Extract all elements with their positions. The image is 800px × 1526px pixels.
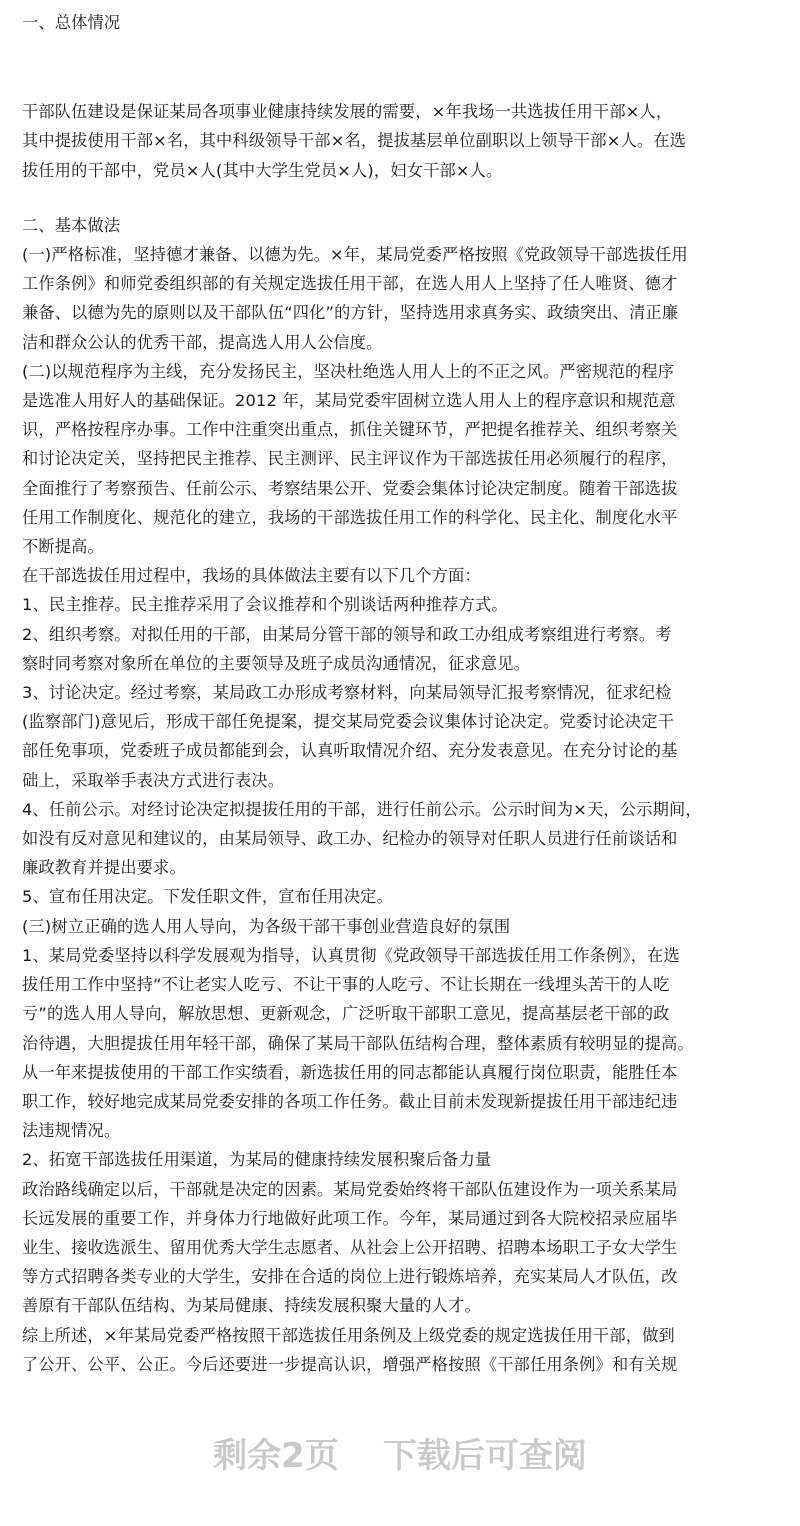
text-line: 廉政教育并提出要求。 [22,858,186,878]
text-line: 从一年来提拔使用的干部工作实绩看，新选拔任用的同志都能认真履行岗位职责，能胜任本 [22,1062,678,1082]
practices-body [22,240,782,1379]
text-line: (一)严格标准，坚持德才兼备、以德为先。×年，某局党委严格按照《党政领导干部选拔任用 [22,245,688,265]
text-line: 和讨论决定关，坚持把民主推荐、民主测评、民主评议作为干部选拔任用必须履行的程序， [22,449,678,469]
remaining-pages-label: 剩余2页 [213,1435,339,1476]
text-line: 治待遇，大胆提拔任用年轻干部，确保了某局干部队伍结构合理，整体素质有较明显的提高。 [22,1033,694,1053]
section-heading-practices: 二、基本做法 [22,215,121,235]
text-line: 拔任用工作中坚持“不让老实人吃亏、不让干事的人吃亏、不让长期在一线埋头苦干的人吃 [22,975,670,995]
text-line: 是选准人用好人的基础保证。2012 年，某局党委牢固树立选人用人上的程序意识和规范意 [22,391,676,411]
text-line: 1、民主推荐。民主推荐采用了会议推荐和个别谈话两种推荐方式。 [22,595,508,615]
text-line: 2、拓宽干部选拔任用渠道，为某局的健康持续发展积聚后备力量 [22,1150,492,1170]
text-line: 业生、接收选派生、留用优秀大学生志愿者、从社会上公开招聘、招聘本场职工子女大学生 [22,1237,678,1257]
text-line: 不断提高。 [22,537,104,557]
text-line: 5、宣布任用决定。下发任职文件，宣布任用决定。 [22,887,394,907]
text-line: 任用工作制度化、规范化的建立，我场的干部选拔任用工作的科学化、民主化、制度化水平 [22,507,678,527]
overview-paragraph [22,97,782,185]
text-line: 等方式招聘各类专业的大学生，安排在合适的岗位上进行锻炼培养，充实某局人才队伍，改 [22,1267,678,1287]
text-line: 4、任前公示。对经讨论决定拟提拔任用的干部，进行任前公示。公示时间为×天，公示期间， [22,799,702,819]
text-line: 政治路线确定以后，干部就是决定的因素。某局党委始终将干部队伍建设作为一项关系某局 [22,1179,678,1199]
text-line: (二)以规范程序为主线，充分发扬民主，坚决杜绝选人用人上的不正之风。严密规范的程序 [22,361,675,381]
text-line: 识，严格按程序办事。工作中注重突出重点，抓住关键环节，严把提名推荐关、组织考察关 [22,420,678,440]
spacer [22,185,782,211]
text-line: (三)树立正确的选人用人导向，为各级干部干事创业营造良好的氛围 [22,916,511,936]
text-line: 如没有反对意见和建议的，由某局领导、政工办、纪检办的领导对任职人员进行任前谈话和 [22,829,678,849]
text-line: 兼备、以德为先的原则以及干部队伍“四化”的方针，坚持选用求真务实、政绩突出、清正廉 [22,303,679,323]
text-line: 部任免事项，党委班子成员都能到会，认真听取情况介绍、充分发表意见。在充分讨论的基 [22,741,678,761]
text-line: 在干部选拔任用过程中，我场的具体做法主要有以下几个方面： [22,566,481,586]
text-line: 1、某局党委坚持以科学发展观为指导，认真贯彻《党政领导干部选拔任用工作条例》，在选 [22,945,680,965]
text-line: 其中提拔使用干部×名，其中科级领导干部×名，提拔基层单位副职以上领导干部×人。在选 [22,131,687,151]
document-body [22,8,782,1379]
text-line: 察时同考察对象所在单位的主要领导及班子成员沟通情况，征求意见。 [22,653,531,673]
text-line: 善原有干部队伍结构、为某局健康、持续发展积聚大量的人才。 [22,1296,481,1316]
download-banner[interactable] [0,1422,800,1482]
download-prompt-label: 下载后可查阅 [382,1435,587,1476]
text-line: 全面推行了考察预告、任前公示、考察结果公开、党委会集体讨论决定制度。随着干部选拔 [22,478,678,498]
text-line: 2、组织考察。对拟任用的干部，由某局分管干部的领导和政工办组成考察组进行考察。考 [22,624,672,644]
text-line: 法违规情况。 [22,1121,121,1141]
text-line: 洁和群众公认的优秀干部，提高选人用人公信度。 [22,332,383,352]
spacer [22,37,782,97]
text-line: 了公开、公平、公正。今后还要进一步提高认识，增强严格按照《干部任用条例》和有关规 [22,1354,678,1374]
text-line: 职工作，较好地完成某局党委安排的各项工作任务。截止目前未发现新提拔任用干部违纪违 [22,1091,678,1111]
text-line: 亏”的选人用人导向，解放思想、更新观念，广泛听取干部职工意见，提高基层老干部的政 [22,1004,670,1024]
text-line: 拔任用的干部中，党员×人(其中大学生党员×人)，妇女干部×人。 [22,160,503,180]
text-line: 干部队伍建设是保证某局各项事业健康持续发展的需要，×年我场一共选拔任用干部×人， [22,102,673,122]
text-line: 3、讨论决定。经过考察，某局政工办形成考察材料，向某局领导汇报考察情况，征求纪检 [22,683,672,703]
text-line: 础上，采取举手表决方式进行表决。 [22,770,285,790]
text-line: 综上所述，×年某局党委严格按照干部选拔任用条例及上级党委的规定选拔任用干部，做到 [22,1325,675,1345]
text-line: 工作条例》和师党委组织部的有关规定选拔任用干部，在选人用人上坚持了任人唯贤、德才 [22,274,678,294]
text-line: 长远发展的重要工作，并身体力行地做好此项工作。今年，某局通过到各大院校招录应届毕 [22,1208,678,1228]
section-heading-overview: 一、总体情况 [22,13,121,32]
text-line: (监察部门)意见后，形成干部任免提案，提交某局党委会议集体讨论决定。党委讨论决定干 [22,712,675,732]
